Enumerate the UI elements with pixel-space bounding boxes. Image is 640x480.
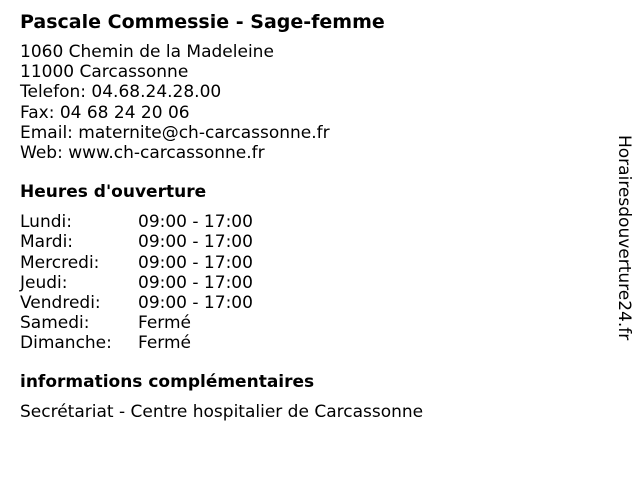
address-city: 11000 Carcassonne — [20, 62, 189, 83]
phone-line[interactable]: Telefon: 04.68.24.28.00 — [20, 82, 222, 103]
day-label: Jeudi: — [20, 272, 68, 293]
day-label: Mardi: — [20, 232, 74, 253]
web-line[interactable]: Web: www.ch-carcassonne.fr — [20, 143, 265, 164]
time-value: 09:00 - 17:00 — [138, 232, 253, 253]
additional-info-heading: informations complémentaires — [20, 371, 315, 392]
day-label: Samedi: — [20, 313, 90, 334]
hours-row-wednesday — [20, 253, 590, 273]
fax-line: Fax: 04 68 24 20 06 — [20, 102, 190, 123]
day-label: Lundi: — [20, 212, 72, 233]
address-street: 1060 Chemin de la Madeleine — [20, 42, 274, 62]
time-value: Fermé — [138, 333, 192, 354]
business-name: Pascale Commessie - Sage-femme — [20, 11, 385, 33]
opening-hours-heading: Heures d'ouverture — [20, 182, 207, 203]
hours-row-tuesday — [20, 232, 590, 252]
hours-row-thursday — [20, 273, 590, 293]
opening-hours-list — [20, 212, 590, 353]
contact-block — [20, 42, 590, 163]
hours-row-sunday — [20, 333, 590, 353]
additional-info-text: Secrétariat - Centre hospitalier de Carcassonne — [20, 401, 424, 422]
time-value: 09:00 - 17:00 — [138, 293, 253, 314]
business-card — [20, 10, 590, 422]
day-label: Vendredi: — [20, 293, 101, 314]
site-watermark-link[interactable]: Horairesdouverture24.fr — [614, 135, 634, 341]
time-value: 09:00 - 17:00 — [138, 212, 253, 233]
day-label: Dimanche: — [20, 333, 112, 354]
day-label: Mercredi: — [20, 252, 100, 273]
hours-row-monday — [20, 212, 590, 232]
time-value: 09:00 - 17:00 — [138, 252, 253, 273]
hours-row-saturday — [20, 313, 590, 333]
email-line[interactable]: Email: maternite@ch-carcassonne.fr — [20, 122, 330, 143]
time-value: 09:00 - 17:00 — [138, 272, 253, 293]
hours-row-friday — [20, 293, 590, 313]
time-value: Fermé — [138, 313, 192, 334]
